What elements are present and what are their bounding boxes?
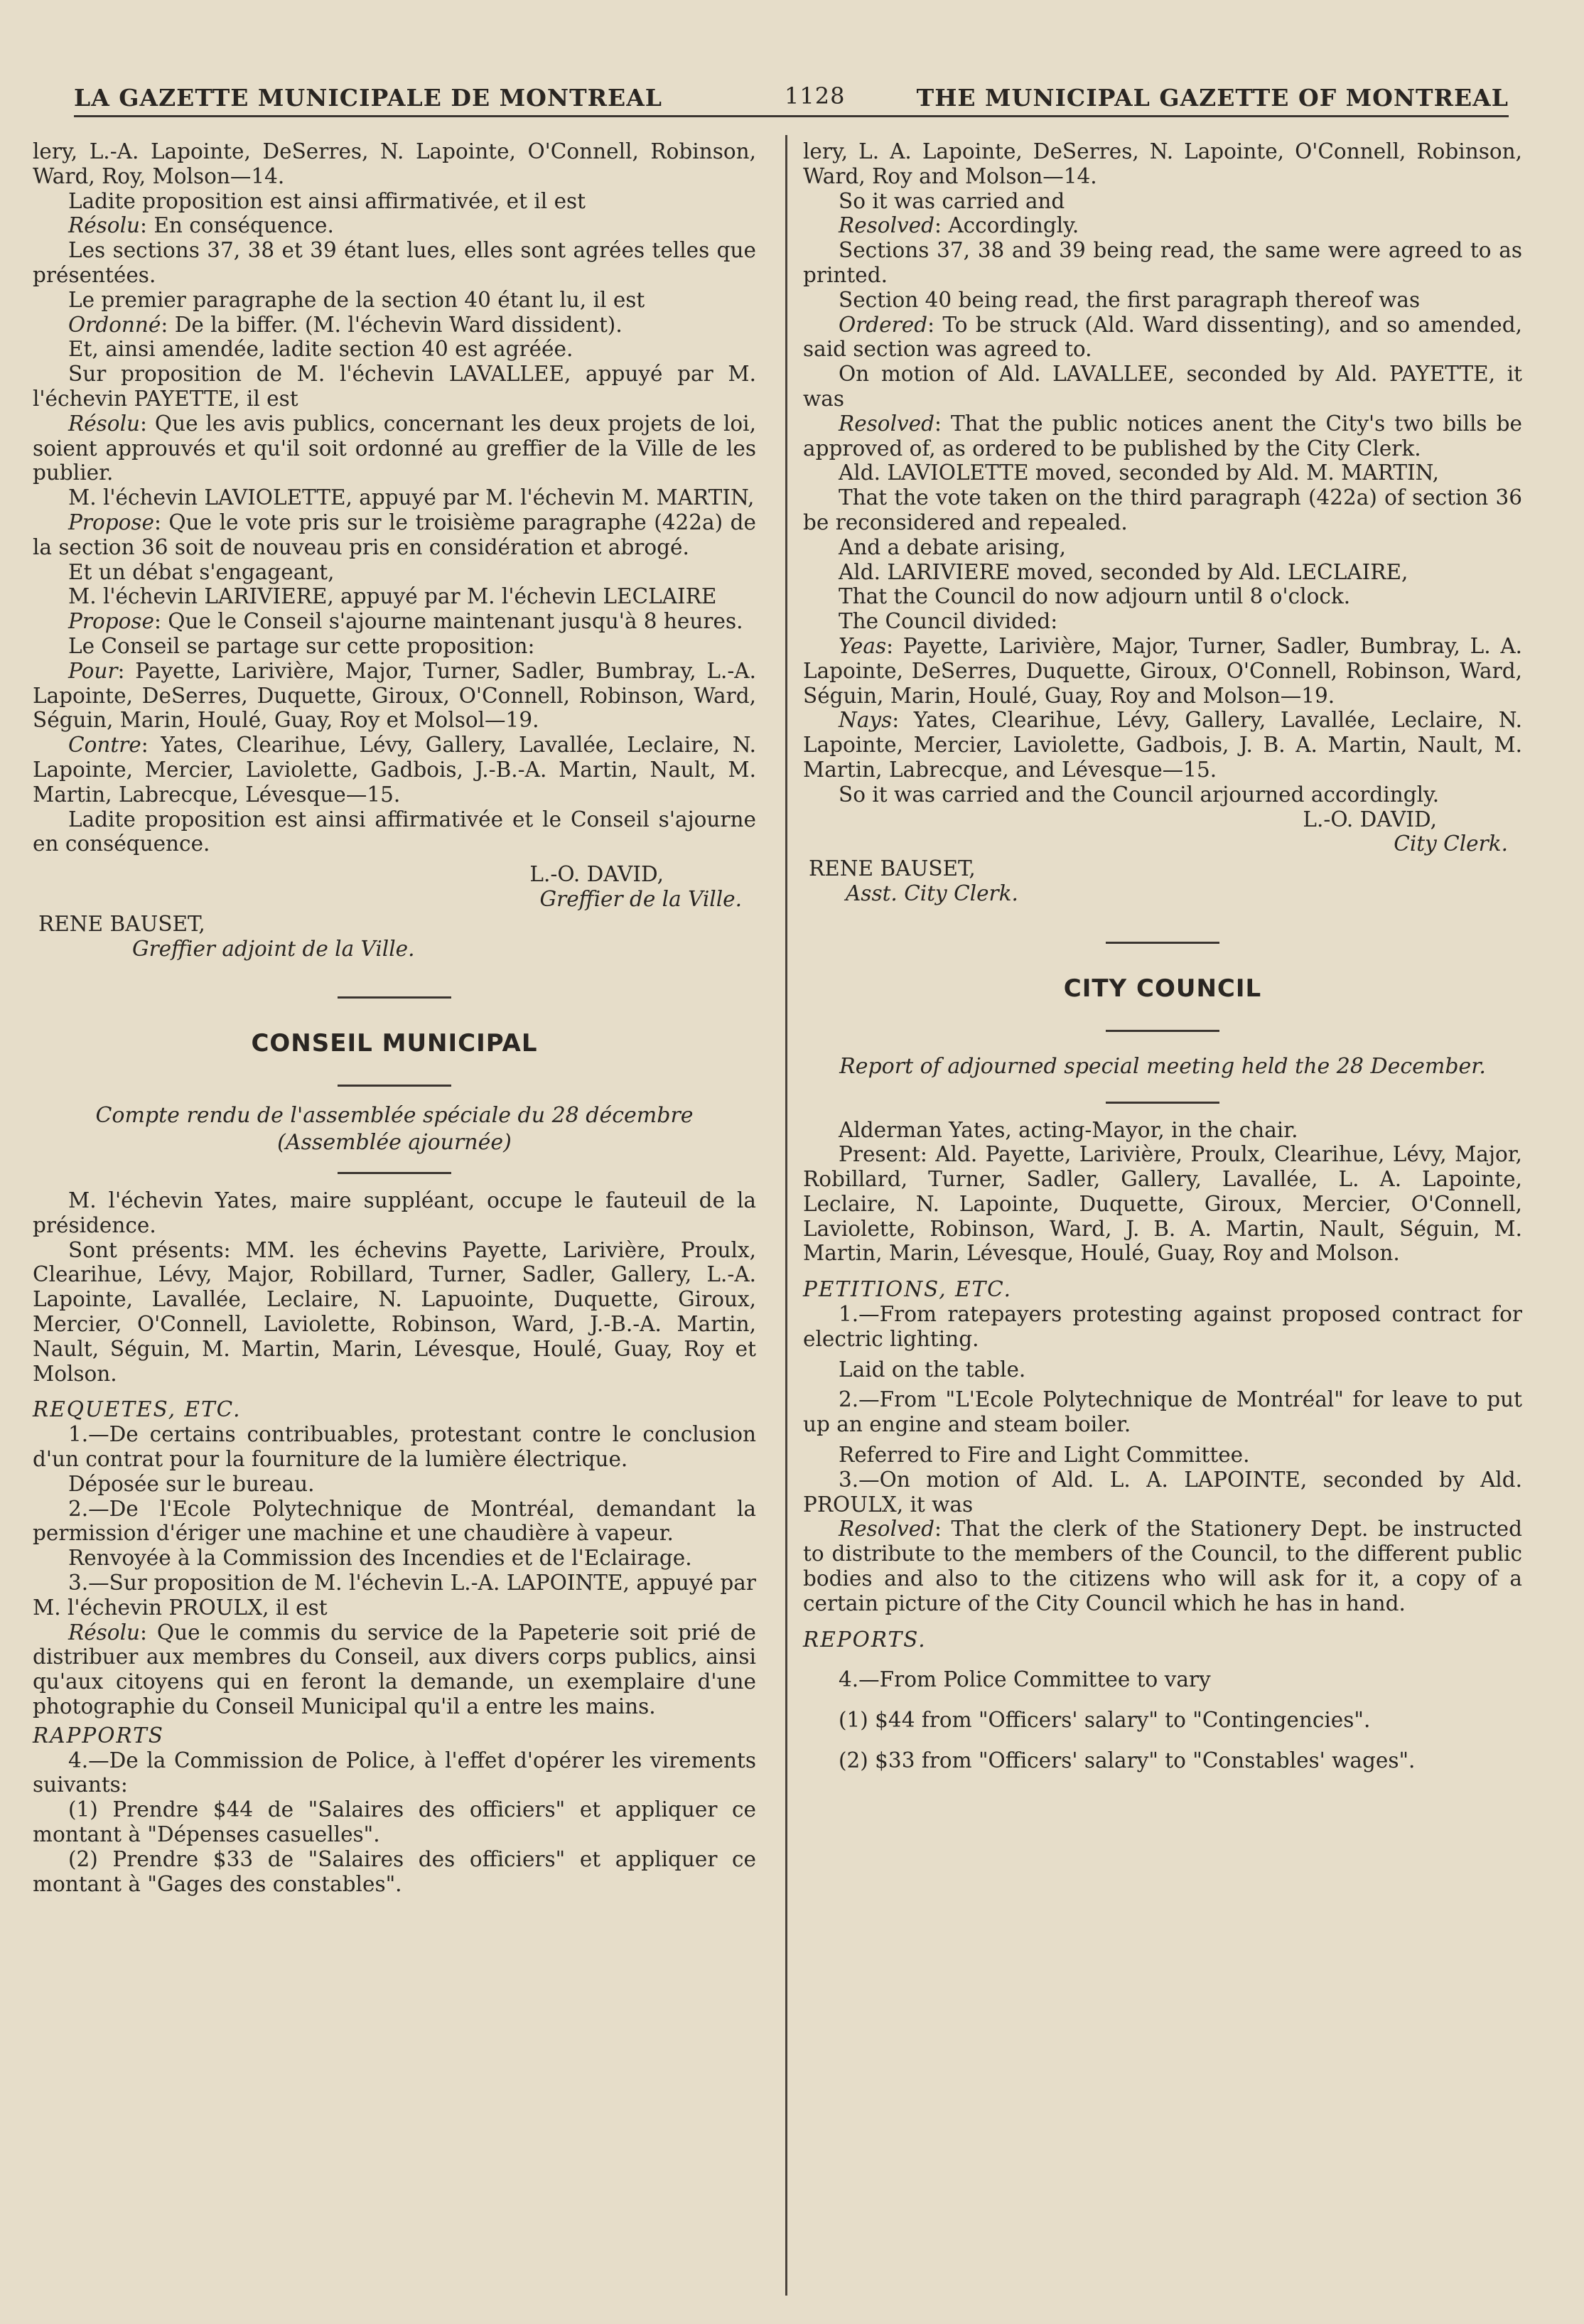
en-paragraph: Sections 37, 38 and 39 being read, the same were agreed to as printed. bbox=[803, 238, 1522, 287]
fr-item: (1) Prendre $44 de "Salaires des officiers" et appliquer ce montant à "Dépenses casuelles". bbox=[33, 1797, 756, 1847]
fr-assistant-name: RENE BAUSET, bbox=[38, 911, 205, 936]
en-label: Resolved bbox=[839, 411, 935, 436]
fr-label: Propose bbox=[68, 609, 154, 634]
en-reports-heading: REPORTS. bbox=[803, 1627, 927, 1652]
en-label: Yeas bbox=[839, 633, 887, 658]
fr-label: Résolu bbox=[68, 411, 141, 436]
column-divider bbox=[785, 135, 787, 2296]
en-paragraph: lery, L. A. Lapointe, DeSerres, N. Lapointe, O'Connell, Robinson, Ward, Roy and Molson—14. bbox=[803, 139, 1522, 188]
en-text: : That the public notices anent the City's two bills be approved of, as ordered to be published by the City Clerk. bbox=[803, 411, 1522, 461]
en-assistant-title: Asst. City Clerk. bbox=[846, 881, 1018, 905]
en-item: 4.—From Police Committee to vary bbox=[839, 1667, 1211, 1692]
en-item: (2) $33 from "Officers' salary" to "Constables' wages". bbox=[839, 1748, 1416, 1773]
fr-label: Résolu bbox=[68, 213, 141, 238]
header-english-title: THE MUNICIPAL GAZETTE OF MONTREAL bbox=[916, 84, 1509, 112]
en-chair: Alderman Yates, acting-Mayor, in the chair. bbox=[839, 1117, 1298, 1142]
fr-paragraph: Le Conseil se partage sur cette proposition: bbox=[68, 633, 535, 658]
fr-paragraph: Ladite proposition est ainsi affirmativée, et il est bbox=[68, 188, 586, 213]
fr-separator bbox=[338, 1172, 451, 1174]
fr-paragraph bbox=[33, 659, 756, 733]
fr-paragraph: Les sections 37, 38 et 39 étant lues, elles sont agrées telles que présentées. bbox=[33, 238, 756, 287]
fr-item: Renvoyée à la Commission des Incendies et de l'Eclairage. bbox=[68, 1546, 692, 1571]
fr-report-title bbox=[33, 1102, 756, 1156]
fr-paragraph: M. l'échevin LARIVIERE, appuyé par M. l'échevin LECLAIRE bbox=[68, 584, 717, 609]
page-number: 1128 bbox=[785, 82, 846, 109]
fr-separator bbox=[338, 1085, 451, 1087]
en-item: Laid on the table. bbox=[839, 1357, 1026, 1382]
fr-item: Déposée sur le bureau. bbox=[68, 1471, 315, 1496]
fr-text: : Que le commis du service de la Papeterie soit prié de distribuer aux membres du Conseil, aux divers corps publics, ainsi qu'aux citoyens qui en feront la demande, un exemplaire d'une photographie du Conseil Municipal qu'il a entre les mains. bbox=[33, 1620, 756, 1719]
header-french-title: LA GAZETTE MUNICIPALE DE MONTREAL bbox=[74, 84, 663, 112]
en-separator bbox=[1106, 1102, 1219, 1104]
fr-text: : De la biffer. (M. l'échevin Ward dissident). bbox=[161, 312, 623, 337]
fr-paragraph: Et un débat s'engageant, bbox=[68, 559, 335, 584]
running-header bbox=[74, 80, 1509, 117]
fr-item bbox=[33, 1620, 756, 1719]
fr-paragraph: Ladite proposition est ainsi affirmativée et le Conseil s'ajourne en conséquence. bbox=[33, 807, 756, 856]
fr-chair: M. l'échevin Yates, maire suppléant, occupe le fauteuil de la présidence. bbox=[33, 1188, 756, 1237]
en-report-title: Report of adjourned special meeting held the 28 December. bbox=[839, 1053, 1486, 1079]
fr-label: Pour bbox=[68, 658, 118, 683]
en-paragraph bbox=[803, 708, 1522, 782]
en-section-title: CITY COUNCIL bbox=[1063, 974, 1262, 1003]
en-label: Resolved bbox=[839, 1517, 935, 1542]
en-label: Resolved bbox=[839, 213, 935, 238]
en-paragraph: And a debate arising, bbox=[839, 534, 1066, 559]
en-separator bbox=[1106, 942, 1219, 944]
en-paragraph bbox=[803, 634, 1522, 708]
en-item: Referred to Fire and Light Committee. bbox=[839, 1443, 1250, 1468]
fr-paragraph bbox=[33, 733, 756, 807]
fr-paragraph bbox=[33, 510, 756, 560]
en-paragraph: So it was carried and the Council arjourned accordingly. bbox=[839, 782, 1440, 807]
en-paragraph: Section 40 being read, the first paragraph thereof was bbox=[839, 287, 1421, 312]
en-item: 1.—From ratepayers protesting against proposed contract for electric lighting. bbox=[803, 1302, 1522, 1351]
fr-text: : Payette, Larivière, Major, Turner, Sadler, Bumbray, L.-A. Lapointe, DeSerres, Duquette, Giroux, O'Connell, Robinson, Ward, Séguin, Marin, Houlé, Guay, Roy et Molsol—19. bbox=[33, 658, 756, 733]
fr-report-title-line2: (Assemblée ajournée) bbox=[277, 1130, 512, 1156]
fr-paragraph bbox=[33, 609, 756, 634]
fr-text: : En conséquence. bbox=[140, 213, 334, 238]
fr-item: 4.—De la Commission de Police, à l'effet d'opérer les virements suivants: bbox=[33, 1748, 756, 1797]
en-text: : Payette, Larivière, Major, Turner, Sadler, Bumbray, L. A. Lapointe, DeSerres, Duquette, Giroux, O'Connell, Robinson, Ward, Séguin, Marin, Houlé, Guay, Roy and Molson—19. bbox=[803, 633, 1522, 708]
en-paragraph bbox=[803, 213, 1522, 238]
fr-text: : Que le vote pris sur le troisième paragraphe (422a) de la section 36 soit de nouveau pris en considération et abrogé. bbox=[33, 510, 756, 559]
fr-assistant-title: Greffier adjoint de la Ville. bbox=[132, 936, 415, 961]
fr-petitions-heading: REQUETES, ETC. bbox=[33, 1397, 242, 1422]
fr-item: 1.—De certains contribuables, protestant contre le conclusion d'un contrat pour la fourniture de la lumière électrique. bbox=[33, 1422, 756, 1472]
fr-signature-name: L.-O. DAVID, bbox=[529, 862, 664, 887]
fr-text: : Que les avis publics, concernant les deux projets de loi, soient approuvés et qu'il soit ordonné au greffier de la Ville de les publier. bbox=[33, 411, 756, 485]
en-separator bbox=[1106, 1030, 1219, 1032]
en-text: : Accordingly. bbox=[934, 213, 1079, 238]
fr-item: 2.—De l'Ecole Polytechnique de Montréal, demandant la permission d'ériger une machine et une chaudière à vapeur. bbox=[33, 1496, 756, 1546]
en-paragraph: On motion of Ald. LAVALLEE, seconded by Ald. PAYETTE, it was bbox=[803, 362, 1522, 411]
en-paragraph bbox=[803, 411, 1522, 461]
en-paragraph: That the Council do now adjourn until 8 o'clock. bbox=[839, 584, 1351, 609]
fr-text: : Yates, Clearihue, Lévy, Gallery, Lavallée, Leclaire, N. Lapointe, Mercier, Laviolette, Gadbois, J.-B.-A. Martin, Nault, M. Martin, Labrecque, Lévesque—15. bbox=[33, 733, 756, 807]
en-assistant-name: RENE BAUSET, bbox=[809, 856, 976, 881]
en-paragraph: The Council divided: bbox=[839, 609, 1058, 634]
en-signature-title: City Clerk. bbox=[1394, 832, 1508, 856]
en-label: Ordered bbox=[839, 312, 928, 337]
fr-label: Ordonné bbox=[68, 312, 161, 337]
fr-text: : Que le Conseil s'ajourne maintenant jusqu'à 8 heures. bbox=[153, 609, 743, 634]
en-present: Present: Ald. Payette, Larivière, Proulx, Clearihue, Lévy, Major, Robillard, Turner, Sadler, Gallery, Lavallée, L. A. Lapointe, Leclaire, N. Lapointe, Duquette, Giroux, Mercier, O'Connell, Laviolette, Robinson, Ward, J. B. A. Martin, Nault, Séguin, M. Martin, Marin, Lévesque, Houlé, Guay, Roy and Molson. bbox=[803, 1142, 1522, 1266]
en-item: (1) $44 from "Officers' salary" to "Contingencies". bbox=[839, 1708, 1371, 1733]
en-item: 2.—From "L'Ecole Polytechnique de Montréal" for leave to put up an engine and steam boiler. bbox=[803, 1387, 1522, 1437]
fr-separator bbox=[338, 996, 451, 999]
fr-label: Propose bbox=[68, 510, 154, 534]
fr-signature-title: Greffier de la Ville. bbox=[539, 886, 742, 911]
fr-present: Sont présents: MM. les échevins Payette, Larivière, Proulx, Clearihue, Lévy, Major, Robillard, Turner, Sadler, Gallery, L.-A. Lapointe, Lavallée, Leclaire, N. Lapuointe, Duquette, Giroux, Mercier, O'Connell, Laviolette, Robinson, Ward, J.-B.-A. Martin, Nault, Séguin, M. Martin, Marin, Lévesque, Houlé, Guay, Roy et Molson. bbox=[33, 1237, 756, 1386]
fr-item: (2) Prendre $33 de "Salaires des officiers" et appliquer ce montant à "Gages des constables". bbox=[33, 1846, 756, 1896]
fr-paragraph bbox=[33, 213, 756, 238]
en-text: : Yates, Clearihue, Lévy, Gallery, Lavallée, Leclaire, N. Lapointe, Mercier, Laviolette, Gadbois, J. B. A. Martin, Nault, M. Martin, Labrecque, and Lévesque—15. bbox=[803, 708, 1522, 782]
en-paragraph: Ald. LAVIOLETTE moved, seconded by Ald. M. MARTIN, bbox=[839, 461, 1439, 485]
english-column bbox=[803, 139, 1522, 1773]
fr-reports-heading: RAPPORTS bbox=[33, 1723, 164, 1748]
fr-paragraph: lery, L.-A. Lapointe, DeSerres, N. Lapointe, O'Connell, Robinson, Ward, Roy, Molson—14. bbox=[33, 139, 756, 188]
fr-label: Résolu bbox=[68, 1620, 141, 1645]
en-item: 3.—On motion of Ald. L. A. LAPOINTE, seconded by Ald. PROULX, it was bbox=[803, 1467, 1522, 1517]
french-column bbox=[33, 139, 756, 1896]
en-text: : To be struck (Ald. Ward dissenting), and so amended, said section was agreed to. bbox=[803, 312, 1522, 362]
en-signature-name: L.-O. DAVID, bbox=[1303, 807, 1437, 832]
fr-paragraph bbox=[33, 313, 756, 338]
fr-paragraph: M. l'échevin LAVIOLETTE, appuyé par M. l'échevin M. MARTIN, bbox=[68, 485, 755, 510]
fr-report-title-line1: Compte rendu de l'assemblée spéciale du 28 décembre bbox=[95, 1103, 694, 1129]
en-item bbox=[803, 1517, 1522, 1615]
fr-paragraph bbox=[33, 411, 756, 485]
fr-label: Contre bbox=[68, 733, 141, 758]
fr-item: 3.—Sur proposition de M. l'échevin L.-A. LAPOINTE, appuyé par M. l'échevin PROULX, il est bbox=[33, 1571, 756, 1620]
en-paragraph: That the vote taken on the third paragraph (422a) of section 36 be reconsidered and repealed. bbox=[803, 485, 1522, 534]
en-label: Nays bbox=[839, 708, 893, 733]
en-paragraph: So it was carried and bbox=[839, 188, 1065, 213]
en-text: : That the clerk of the Stationery Dept. be instructed to distribute to the members of the Council, to the different public bodies and also to the citizens who will ask for it, a copy of a certain picture of the City Council which he has in hand. bbox=[803, 1517, 1522, 1615]
fr-paragraph: Le premier paragraphe de la section 40 étant lu, il est bbox=[68, 287, 645, 312]
en-petitions-heading: PETITIONS, ETC. bbox=[803, 1277, 1013, 1302]
en-paragraph bbox=[803, 313, 1522, 362]
fr-paragraph: Et, ainsi amendée, ladite section 40 est agréée. bbox=[68, 337, 573, 362]
fr-section-title: CONSEIL MUNICIPAL bbox=[251, 1029, 538, 1058]
en-paragraph: Ald. LARIVIERE moved, seconded by Ald. LECLAIRE, bbox=[839, 559, 1408, 584]
fr-paragraph: Sur proposition de M. l'échevin LAVALLEE, appuyé par M. l'échevin PAYETTE, il est bbox=[33, 362, 756, 411]
